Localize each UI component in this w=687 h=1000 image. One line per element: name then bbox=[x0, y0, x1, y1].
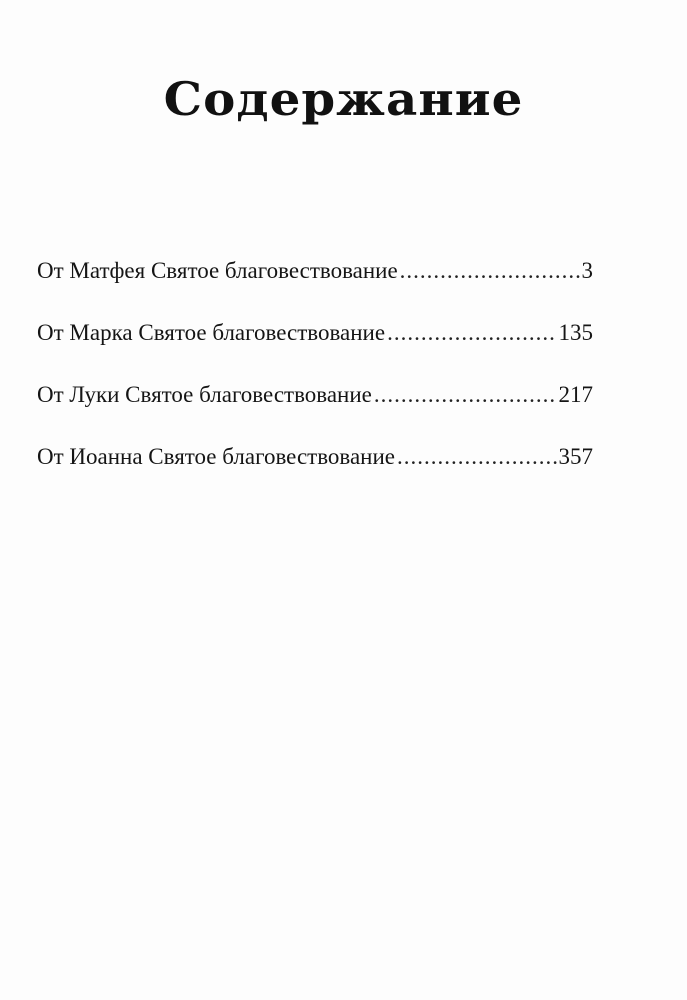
toc-entry-luke bbox=[37, 382, 593, 444]
toc-entry-title: От Марка Святое благовествование bbox=[37, 320, 386, 345]
toc-entry-matthew bbox=[37, 258, 593, 320]
toc-entry-page: 135 bbox=[558, 320, 593, 345]
toc-entry-mark bbox=[37, 320, 593, 382]
toc-entry-page: 217 bbox=[558, 382, 593, 407]
dot-leader bbox=[397, 444, 556, 470]
table-of-contents bbox=[37, 258, 593, 506]
dot-leader bbox=[387, 320, 556, 346]
page-title: Содержание bbox=[163, 72, 524, 126]
toc-entry-title: От Луки Святое благовествование bbox=[37, 382, 372, 407]
toc-entry-title: От Матфея Святое благовествование bbox=[37, 258, 398, 283]
toc-entry-page: 3 bbox=[581, 258, 593, 283]
toc-entry-john bbox=[37, 444, 593, 506]
dot-leader bbox=[400, 258, 580, 284]
toc-entry-title: От Иоанна Святое благовествование bbox=[37, 444, 396, 469]
toc-entry-page: 357 bbox=[558, 444, 593, 469]
dot-leader bbox=[374, 382, 557, 408]
